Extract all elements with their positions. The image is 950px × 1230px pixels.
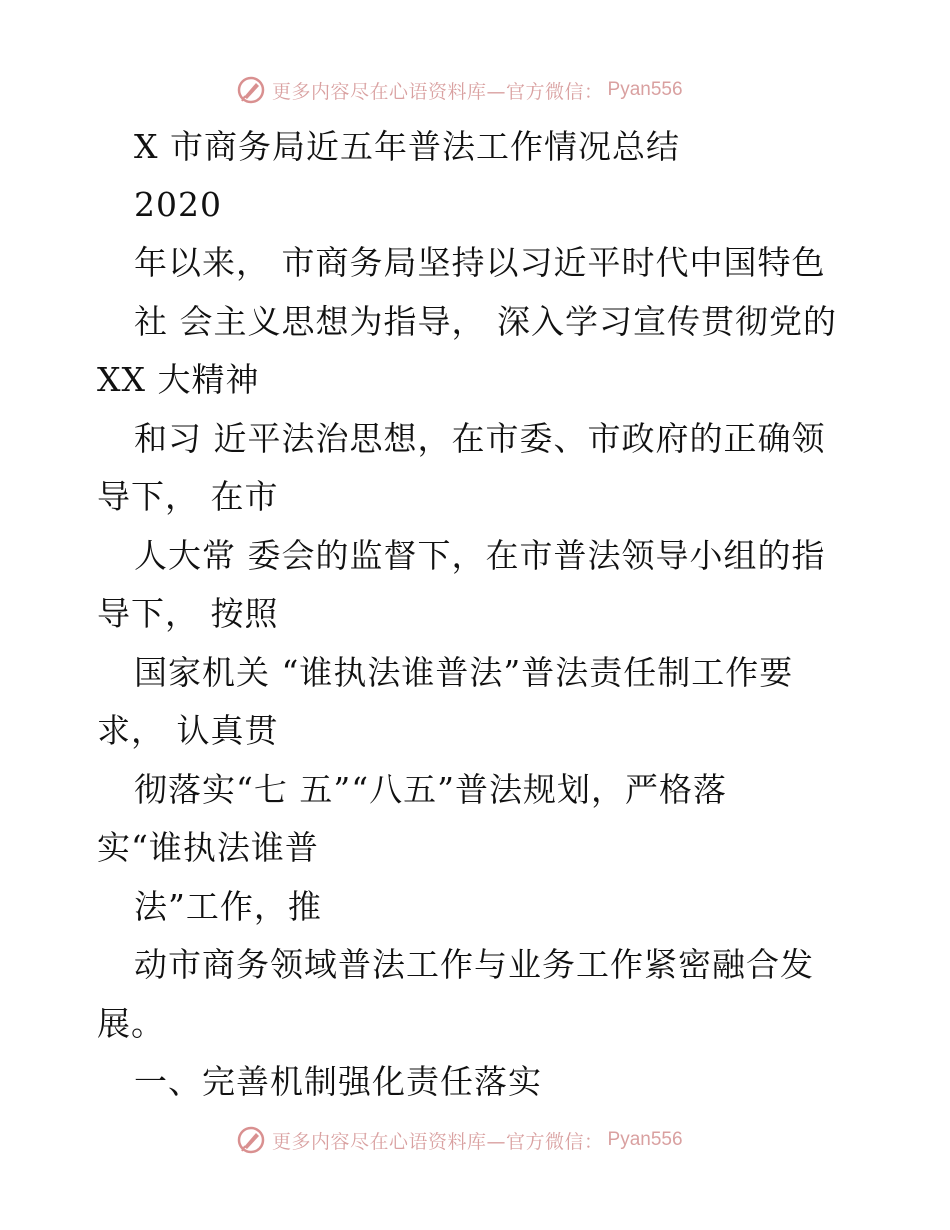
- watermark-header: [236, 72, 683, 108]
- document-line: 导下， 在市: [97, 477, 279, 516]
- quill-seal-icon: [236, 1125, 266, 1155]
- document-line: 年以来， 市商务局坚持以习近平时代中国特色: [134, 243, 826, 282]
- watermark-text: 更多内容尽在心语资料库—官方微信：: [272, 80, 604, 103]
- document-line: 求， 认真贯: [97, 711, 279, 750]
- watermark-text: 更多内容尽在心语资料库—官方微信：: [272, 1130, 604, 1153]
- document-line: 彻落实“七 五”“八五”普法规划，严格落: [134, 770, 727, 809]
- document-line: 和习 近平法治思想，在市委、市政府的正确领: [134, 419, 826, 458]
- document-line: 导下， 按照: [97, 594, 279, 633]
- watermark-wechat-id: Pyan556: [607, 79, 683, 100]
- document-line: 社 会主义思想为指导， 深入学习宣传贯彻党的: [134, 302, 837, 341]
- document-title: X 市商务局近五年普法工作情况总结: [134, 127, 680, 166]
- document-line: 实“谁执法谁普: [97, 828, 319, 867]
- document-line: 法”工作，推: [134, 887, 322, 926]
- document-line: 动市商务领域普法工作与业务工作紧密融合发: [134, 945, 814, 984]
- document-line: 人大常 委会的监督下，在市普法领导小组的指: [134, 536, 826, 575]
- document-line: 2020: [134, 185, 222, 224]
- watermark-footer: [236, 1122, 683, 1158]
- document-line: 展。: [97, 1004, 165, 1043]
- section-heading: 一、完善机制强化责任落实: [134, 1062, 542, 1101]
- watermark-wechat-id: Pyan556: [607, 1129, 683, 1150]
- quill-seal-icon: [236, 75, 266, 105]
- document-line: XX 大精神: [97, 360, 260, 399]
- document-line: 国家机关 “谁执法谁普法”普法责任制工作要: [134, 653, 794, 692]
